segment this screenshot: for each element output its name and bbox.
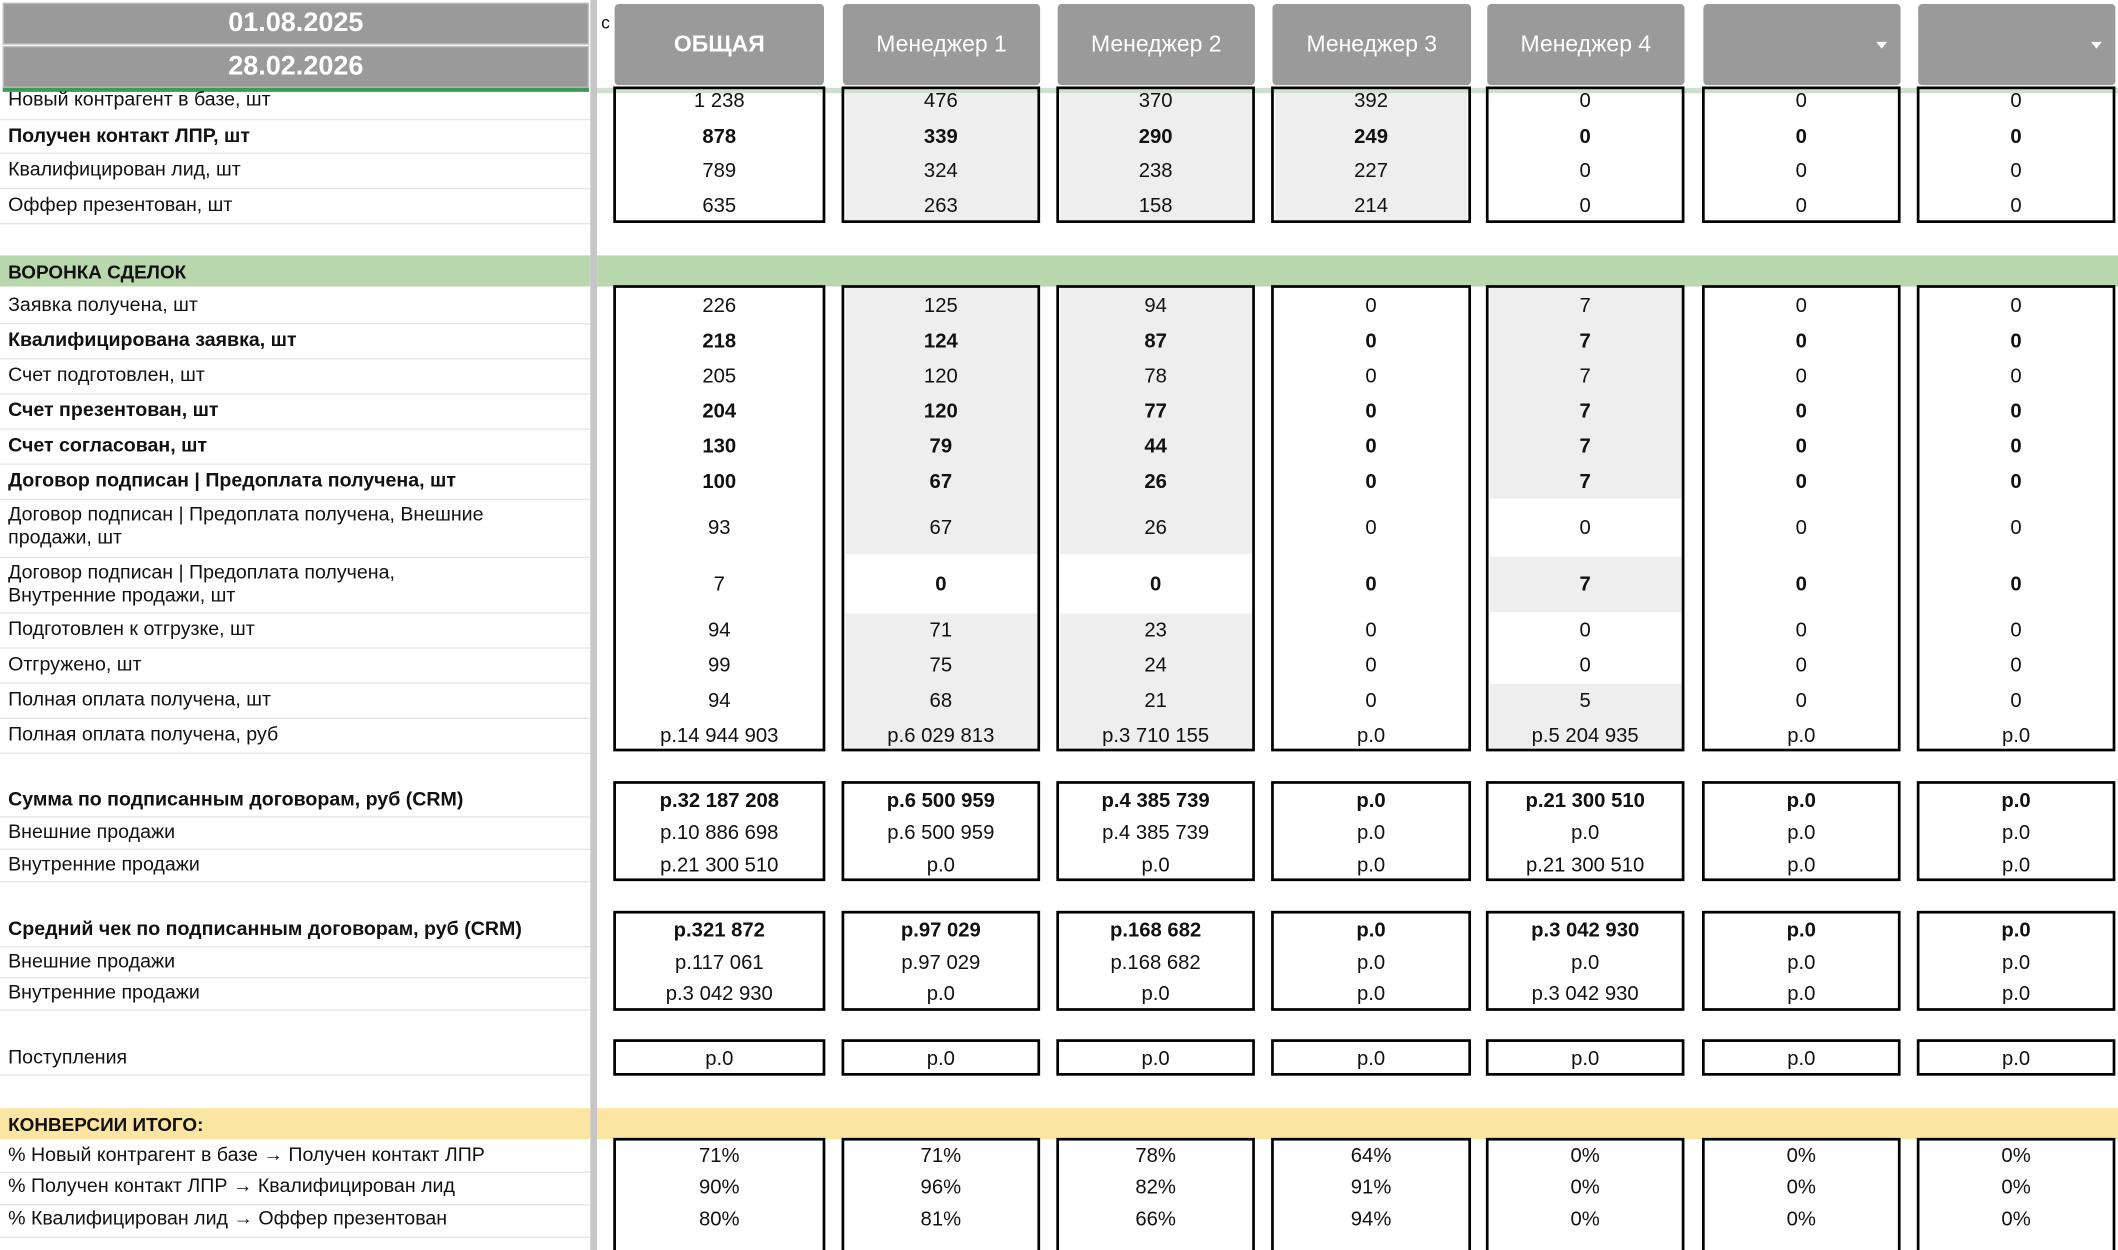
row-label: Счет согласован, шт	[8, 434, 208, 457]
column-header-total[interactable]: ОБЩАЯ	[615, 4, 824, 85]
value-cell[interactable]: р.6 500 959	[886, 788, 995, 812]
value-cell[interactable]: 120	[923, 399, 958, 423]
value-cell[interactable]: 227	[1354, 158, 1388, 182]
value-cell[interactable]: 476	[923, 89, 958, 113]
row-label: Сумма по подписанным договорам, руб (CRM)	[8, 788, 464, 811]
value-cell[interactable]: 7	[1579, 572, 1591, 596]
value-cell[interactable]: 67	[929, 469, 953, 493]
value-cell[interactable]: 124	[923, 329, 958, 353]
value-cell[interactable]: 0	[1365, 329, 1377, 353]
value-cell[interactable]: 789	[702, 158, 737, 182]
value-cell[interactable]: 0	[1365, 364, 1377, 388]
value-cell[interactable]: 0%	[2001, 1175, 2031, 1199]
value-cell[interactable]: 0	[1579, 515, 1591, 539]
value-cell[interactable]: р.0	[2001, 723, 2031, 747]
value-cell[interactable]: 0	[1795, 469, 1807, 493]
value-cell[interactable]: 0	[2010, 515, 2022, 539]
value-cell[interactable]: р.0	[1786, 918, 1816, 942]
value-cell[interactable]: р.3 710 155	[1102, 723, 1210, 747]
value-cell[interactable]: р.0	[2001, 981, 2031, 1005]
value-cell[interactable]: р.97 029	[901, 950, 981, 974]
value-cell[interactable]: 94%	[1350, 1208, 1392, 1232]
value-cell[interactable]: 0	[2010, 125, 2022, 148]
value-cell[interactable]: 218	[702, 329, 737, 353]
row-label: Заявка получена, шт	[8, 293, 198, 316]
value-cell[interactable]: 0%	[1786, 1175, 1816, 1199]
value-cell[interactable]: 0	[1365, 688, 1377, 712]
value-cell[interactable]: 0%	[2001, 1208, 2031, 1232]
value-cell[interactable]: р.0	[1787, 820, 1816, 844]
value-cell[interactable]: 0	[2010, 688, 2022, 712]
row-label: Получен контакт ЛПР, шт	[8, 125, 250, 147]
row-gridline	[0, 816, 590, 817]
value-cell[interactable]: 0	[1365, 434, 1377, 458]
row-label: Подготовлен к отгрузке, шт	[8, 618, 255, 640]
value-cell[interactable]: 205	[702, 364, 737, 388]
row-gridline	[0, 849, 590, 850]
value-cell[interactable]: 44	[1144, 434, 1167, 458]
value-cell[interactable]: 0	[1579, 89, 1591, 113]
value-cell[interactable]: 5	[1579, 688, 1591, 712]
row-label	[8, 499, 483, 556]
value-cell[interactable]: р.0	[1141, 981, 1170, 1005]
value-cell[interactable]: р.0	[1787, 1046, 1816, 1070]
value-cell[interactable]: р.0	[1356, 820, 1386, 844]
value-cell[interactable]: р.0	[2001, 820, 2031, 844]
value-cell[interactable]: 0	[1795, 618, 1807, 642]
frozen-column-divider	[590, 0, 597, 1250]
value-cell[interactable]: 214	[1354, 193, 1388, 217]
value-cell[interactable]: 0	[1795, 293, 1807, 317]
column-header-manager-2[interactable]: Менеджер 2	[1058, 4, 1255, 85]
row-label: Внешние продажи	[8, 950, 176, 973]
row-label: Внешние продажи	[8, 820, 176, 843]
value-cell[interactable]: 0	[1795, 572, 1807, 596]
row-label: Оффер презентован, шт	[8, 193, 233, 216]
value-cell[interactable]: р.0	[1356, 853, 1386, 877]
value-cell[interactable]: 71	[929, 618, 953, 642]
row-label: Квалифицирована заявка, шт	[8, 329, 297, 351]
value-cell[interactable]: р.168 682	[1109, 918, 1202, 942]
row-gridline	[0, 1009, 590, 1010]
value-cell[interactable]: 96%	[920, 1175, 962, 1199]
value-cell[interactable]: 339	[923, 125, 958, 148]
value-cell[interactable]: р.0	[2001, 853, 2031, 877]
value-cell[interactable]: 0	[1579, 193, 1591, 217]
row-gridline	[0, 612, 590, 613]
row-gridline	[0, 647, 590, 648]
value-cell[interactable]: р.5 204 935	[1531, 723, 1639, 747]
value-cell[interactable]: 0	[1795, 125, 1807, 148]
value-cell[interactable]: 66%	[1135, 1208, 1176, 1232]
row-label: Договор подписан | Предоплата получена, шт	[8, 469, 456, 492]
value-cell[interactable]: р.0	[1141, 853, 1170, 877]
value-cell[interactable]: р.0	[1786, 788, 1816, 812]
row-label: Новый контрагент в базе, шт	[8, 89, 271, 111]
column-header-dropdown-6[interactable]	[1703, 4, 1900, 85]
value-cell[interactable]: р.0	[1356, 950, 1386, 974]
row-gridline	[0, 1204, 590, 1205]
value-cell[interactable]: 1 238	[693, 89, 745, 113]
value-cell[interactable]: 0	[1795, 329, 1807, 353]
value-cell[interactable]: 0	[1149, 572, 1162, 596]
row-gridline	[0, 153, 590, 154]
value-cell[interactable]: 94	[1144, 293, 1167, 317]
value-cell[interactable]: р.0	[1141, 1046, 1170, 1070]
row-label: Внутренние продажи	[8, 981, 200, 1004]
section-title-conversions: КОНВЕРСИИ ИТОГО:	[8, 1112, 204, 1135]
value-cell[interactable]: 7	[1579, 293, 1591, 317]
chevron-down-icon[interactable]	[1876, 42, 1887, 49]
section-title-deals-funnel: ВОРОНКА СДЕЛОК	[8, 260, 187, 282]
row-label: Счет презентован, шт	[8, 399, 219, 421]
value-cell[interactable]: 71%	[699, 1144, 740, 1168]
value-cell[interactable]: р.32 187 208	[659, 788, 780, 812]
row-label: Полная оплата получена, шт	[8, 688, 271, 711]
value-cell[interactable]: р.0	[926, 853, 955, 877]
value-cell[interactable]: р.0	[2001, 950, 2031, 974]
value-cell[interactable]: 370	[1138, 89, 1173, 113]
value-cell[interactable]: 0	[1579, 125, 1591, 148]
row-gridline	[0, 881, 590, 882]
value-cell[interactable]: р.0	[1787, 950, 1816, 974]
value-cell[interactable]: 75	[929, 653, 953, 677]
value-cell[interactable]: 94	[708, 618, 731, 642]
value-cell[interactable]: 0%	[1570, 1175, 1600, 1199]
value-cell[interactable]: 78%	[1135, 1144, 1176, 1168]
row-gridline	[0, 428, 590, 429]
end-date-cell[interactable]: 28.02.2026	[3, 46, 589, 88]
value-cell[interactable]: 290	[1138, 125, 1173, 148]
value-cell[interactable]: 7	[1579, 469, 1591, 493]
value-cell[interactable]: р.0	[1356, 723, 1386, 747]
value-cell[interactable]: 0	[1795, 515, 1807, 539]
row-gridline	[0, 188, 590, 189]
value-cell[interactable]: 90%	[699, 1175, 740, 1199]
chevron-down-icon[interactable]	[2091, 42, 2102, 49]
value-cell[interactable]: 0	[1365, 469, 1377, 493]
value-cell[interactable]: 0	[2010, 618, 2022, 642]
value-cell[interactable]: 0	[1365, 618, 1377, 642]
row-gridline	[0, 557, 590, 558]
value-cell[interactable]: 7	[1579, 399, 1591, 423]
value-cell[interactable]: р.0	[705, 1046, 734, 1070]
value-cell[interactable]: 249	[1354, 125, 1388, 148]
value-cell[interactable]: р.0	[1356, 788, 1386, 812]
value-cell[interactable]: 0	[935, 572, 947, 596]
value-cell[interactable]: 0	[1795, 688, 1807, 712]
value-cell[interactable]: 204	[702, 399, 737, 423]
value-cell[interactable]: 67	[929, 515, 953, 539]
row-gridline	[0, 1172, 590, 1173]
value-cell[interactable]: 26	[1144, 469, 1167, 493]
value-cell[interactable]: 0	[2010, 193, 2022, 217]
value-cell[interactable]: 0	[1365, 653, 1377, 677]
value-cell[interactable]: 0	[2010, 364, 2022, 388]
value-cell[interactable]: 0	[2010, 158, 2022, 182]
row-label: % Квалифицирован лид → Оффер презентован	[8, 1208, 448, 1230]
row-gridline	[0, 499, 590, 500]
value-cell[interactable]: 64%	[1350, 1144, 1392, 1168]
row-label: Счет подготовлен, шт	[8, 364, 205, 386]
value-cell[interactable]: 0	[2010, 329, 2022, 353]
column-header-manager-4[interactable]: Менеджер 4	[1487, 4, 1684, 85]
value-cell[interactable]: р.0	[1787, 981, 1816, 1005]
value-cell[interactable]: 0	[2010, 89, 2022, 113]
row-label: % Новый контрагент в базе → Получен контакт ЛПР	[8, 1144, 485, 1167]
value-cell[interactable]: 0	[2010, 399, 2022, 423]
value-cell[interactable]: 100	[702, 469, 737, 493]
value-cell[interactable]: 0	[1795, 193, 1807, 217]
value-cell[interactable]: р.0	[1787, 723, 1816, 747]
row-gridline	[0, 323, 590, 324]
value-cell[interactable]: 7	[713, 572, 725, 596]
value-cell[interactable]: 0%	[1786, 1208, 1816, 1232]
value-cell[interactable]: 21	[1144, 688, 1167, 712]
value-cell[interactable]: 226	[702, 293, 737, 317]
value-cell[interactable]: р.97 029	[900, 918, 981, 942]
value-cell[interactable]: р.0	[2001, 1046, 2031, 1070]
value-cell[interactable]: 82%	[1135, 1175, 1176, 1199]
value-cell[interactable]: 263	[923, 193, 958, 217]
value-cell[interactable]: 99	[708, 653, 731, 677]
value-cell[interactable]: 0%	[1570, 1208, 1600, 1232]
row-gridline	[0, 358, 590, 359]
value-cell[interactable]: р.14 944 903	[660, 723, 779, 747]
value-cell[interactable]: 94	[708, 688, 731, 712]
value-cell[interactable]: р.0	[1571, 1046, 1600, 1070]
value-cell[interactable]: 7	[1579, 434, 1591, 458]
value-cell[interactable]: 0	[1795, 399, 1807, 423]
value-cell[interactable]: 91%	[1350, 1175, 1392, 1199]
row-gridline	[0, 1074, 590, 1075]
value-cell[interactable]: 0	[1365, 293, 1377, 317]
value-cell[interactable]: 0	[1579, 653, 1591, 677]
value-cell[interactable]: 26	[1144, 515, 1167, 539]
row-label: Полная оплата получена, руб	[8, 723, 279, 746]
section-band-deals-ext	[597, 255, 2118, 286]
value-cell[interactable]: р.3 042 930	[1531, 918, 1640, 942]
value-cell[interactable]: 0%	[1570, 1144, 1600, 1168]
row-label	[8, 557, 395, 612]
value-cell[interactable]: р.3 042 930	[1531, 981, 1639, 1005]
value-cell[interactable]: р.0	[926, 1046, 955, 1070]
value-cell[interactable]: 0	[1795, 653, 1807, 677]
row-gridline	[0, 464, 590, 465]
row-gridline	[0, 718, 590, 719]
value-cell[interactable]: 392	[1354, 89, 1388, 113]
value-cell[interactable]: 68	[929, 688, 953, 712]
start-date-cell[interactable]: 01.08.2025	[3, 3, 589, 45]
value-cell[interactable]: 878	[702, 125, 737, 148]
value-cell[interactable]: 0%	[2001, 1144, 2031, 1168]
value-cell[interactable]: р.4 385 739	[1102, 820, 1210, 844]
value-cell[interactable]: р.0	[1571, 950, 1600, 974]
value-cell[interactable]: р.321 872	[673, 918, 765, 942]
value-cell[interactable]: р.0	[926, 981, 955, 1005]
row-gridline	[0, 946, 590, 947]
row-gridline	[0, 682, 590, 683]
value-cell[interactable]: 0	[2010, 653, 2022, 677]
value-cell[interactable]: 79	[929, 434, 953, 458]
column-header-manager-1[interactable]: Менеджер 1	[843, 4, 1040, 85]
value-cell[interactable]: 0	[1365, 515, 1377, 539]
row-gridline	[0, 977, 590, 978]
value-cell[interactable]: р.21 300 510	[660, 853, 779, 877]
value-cell[interactable]: 0	[2010, 293, 2022, 317]
value-cell[interactable]: 0	[2010, 572, 2022, 596]
row-gridline	[0, 119, 590, 120]
value-cell[interactable]: 80%	[699, 1208, 740, 1232]
value-cell[interactable]: 71%	[920, 1144, 962, 1168]
value-cell[interactable]: 0%	[1786, 1144, 1816, 1168]
row-label: Средний чек по подписанным договорам, руб (CRM)	[8, 918, 522, 940]
row-label: Внутренние продажи	[8, 853, 200, 876]
value-cell[interactable]: р.21 300 510	[1526, 853, 1645, 877]
value-cell[interactable]: 238	[1138, 158, 1173, 182]
value-cell[interactable]: р.117 061	[674, 950, 764, 974]
row-label-line: Договор подписан | Предоплата получена, Внешние	[8, 504, 484, 526]
value-cell[interactable]: р.0	[1356, 918, 1386, 942]
value-cell[interactable]: 23	[1144, 618, 1167, 642]
row-label-line: Договор подписан | Предоплата получена,	[8, 561, 395, 584]
value-cell[interactable]: 0	[2010, 469, 2022, 493]
value-cell[interactable]: 0	[1795, 364, 1807, 388]
value-cell[interactable]: р.0	[2001, 918, 2031, 942]
value-cell[interactable]: 7	[1579, 364, 1591, 388]
section-band-conversions-ext	[597, 1108, 2118, 1139]
value-cell[interactable]: 0	[1795, 158, 1807, 182]
value-cell[interactable]: 87	[1144, 329, 1167, 353]
value-cell[interactable]: р.6 500 959	[887, 820, 995, 844]
value-cell[interactable]: р.4 385 739	[1101, 788, 1210, 812]
value-cell[interactable]: 7	[1579, 329, 1591, 353]
from-prefix: с	[601, 12, 610, 33]
value-cell[interactable]: 0	[1795, 89, 1807, 113]
value-cell[interactable]: р.0	[1571, 820, 1600, 844]
value-cell[interactable]: 0	[1365, 399, 1377, 423]
row-label-line: продажи, шт	[8, 527, 123, 549]
value-cell[interactable]: р.168 682	[1110, 950, 1201, 974]
value-cell[interactable]: 125	[923, 293, 958, 317]
value-cell[interactable]: 0	[1579, 618, 1591, 642]
value-cell[interactable]: 78	[1144, 364, 1167, 388]
value-cell[interactable]: 0	[1365, 572, 1377, 596]
value-cell[interactable]: 0	[1795, 434, 1807, 458]
value-cell[interactable]: р.0	[1787, 853, 1816, 877]
value-cell[interactable]: 130	[702, 434, 737, 458]
column-header-manager-3[interactable]: Менеджер 3	[1272, 4, 1471, 85]
row-gridline	[0, 753, 590, 754]
value-cell[interactable]: 635	[702, 193, 737, 217]
value-cell[interactable]: р.6 029 813	[887, 723, 995, 747]
row-label-line: Внутренние продажи, шт	[8, 584, 236, 607]
value-cell[interactable]: 81%	[920, 1208, 962, 1232]
value-cell[interactable]: р.0	[1356, 1046, 1386, 1070]
value-cell[interactable]: р.0	[2001, 788, 2031, 812]
row-label: Отгружено, шт	[8, 653, 142, 676]
row-label: Квалифицирован лид, шт	[8, 158, 241, 181]
value-cell[interactable]: р.10 886 698	[660, 820, 779, 844]
row-label: Поступления	[8, 1046, 128, 1069]
value-cell[interactable]: р.21 300 510	[1525, 788, 1645, 812]
row-gridline	[0, 1237, 590, 1238]
row-label: % Получен контакт ЛПР → Квалифицирован лид	[8, 1175, 455, 1198]
value-cell[interactable]: 24	[1144, 653, 1167, 677]
value-cell[interactable]: р.3 042 930	[665, 981, 773, 1005]
value-cell[interactable]: 93	[708, 515, 731, 539]
row-gridline	[0, 223, 590, 224]
value-cell[interactable]: 324	[923, 158, 958, 182]
value-cell[interactable]: 158	[1138, 193, 1173, 217]
value-cell[interactable]: 0	[2010, 434, 2022, 458]
value-cell[interactable]: 120	[923, 364, 958, 388]
row-gridline	[0, 393, 590, 394]
column-header-dropdown-7[interactable]	[1918, 4, 2115, 85]
value-cell[interactable]: 0	[1579, 158, 1591, 182]
value-cell[interactable]: р.0	[1356, 981, 1386, 1005]
value-cell[interactable]: 77	[1144, 399, 1167, 423]
